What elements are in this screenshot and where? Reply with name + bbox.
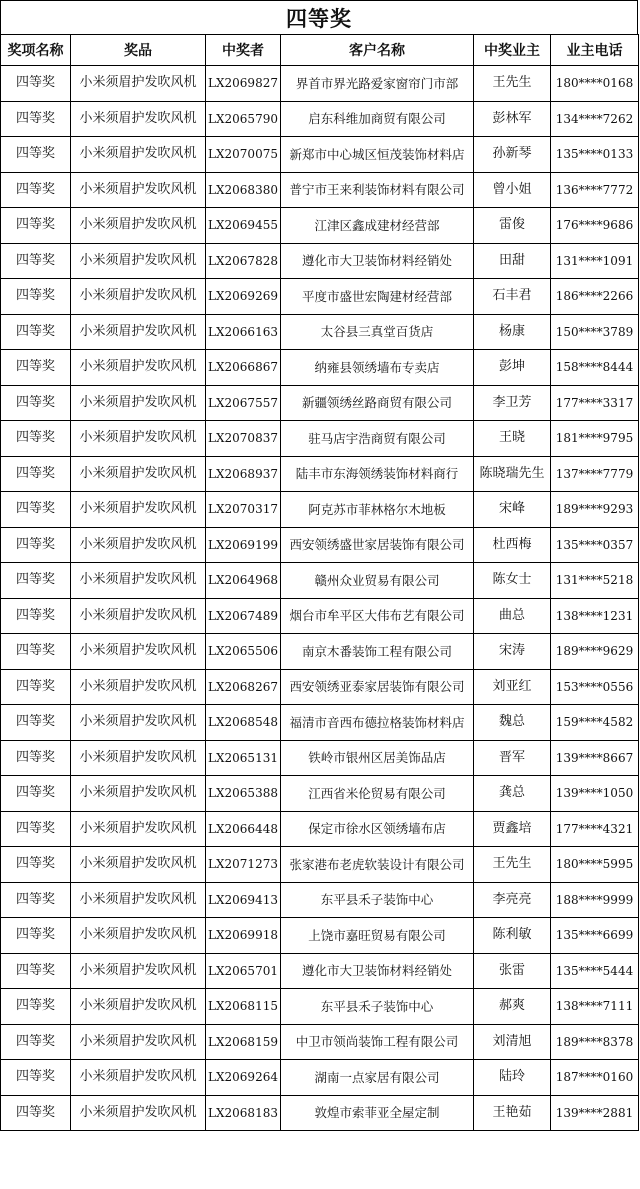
owner-phone-cell: 177****4321 xyxy=(551,811,639,847)
owner-phone-cell: 176****9686 xyxy=(551,208,639,244)
winner-code-cell: LX2067489 xyxy=(206,598,281,634)
table-body xyxy=(1,66,639,1131)
table-row xyxy=(1,350,639,386)
award-name-cell: 四等奖 xyxy=(1,563,71,599)
winner-code-cell: LX2068115 xyxy=(206,989,281,1025)
winner-code-cell: LX2065388 xyxy=(206,776,281,812)
winner-code-cell: LX2069827 xyxy=(206,66,281,102)
owner-phone-cell: 181****9795 xyxy=(551,421,639,457)
prize-cell: 小米须眉护发吹风机 xyxy=(71,705,206,741)
prize-cell: 小米须眉护发吹风机 xyxy=(71,740,206,776)
owner-name-cell: 彭林军 xyxy=(474,101,551,137)
winner-code-cell: LX2069269 xyxy=(206,279,281,315)
customer-name-cell: 东平县禾子装饰中心 xyxy=(281,989,474,1025)
table-row xyxy=(1,740,639,776)
prize-cell: 小米须眉护发吹风机 xyxy=(71,669,206,705)
prize-cell: 小米须眉护发吹风机 xyxy=(71,279,206,315)
customer-name-cell: 敦煌市索菲亚全屋定制 xyxy=(281,1095,474,1131)
table-row xyxy=(1,66,639,102)
owner-phone-cell: 150****3789 xyxy=(551,314,639,350)
owner-phone-cell: 135****6699 xyxy=(551,918,639,954)
award-name-cell: 四等奖 xyxy=(1,598,71,634)
award-name-cell: 四等奖 xyxy=(1,776,71,812)
prize-cell: 小米须眉护发吹风机 xyxy=(71,811,206,847)
customer-name-cell: 铁岭市银州区居美饰品店 xyxy=(281,740,474,776)
table-row xyxy=(1,1060,639,1096)
table-row xyxy=(1,598,639,634)
owner-name-cell: 彭坤 xyxy=(474,350,551,386)
customer-name-cell: 陆丰市东海领绣装饰材料商行 xyxy=(281,456,474,492)
customer-name-cell: 界首市界光路爱家窗帘门市部 xyxy=(281,66,474,102)
customer-name-cell: 赣州众业贸易有限公司 xyxy=(281,563,474,599)
prize-cell: 小米须眉护发吹风机 xyxy=(71,350,206,386)
award-name-cell: 四等奖 xyxy=(1,953,71,989)
customer-name-cell: 平度市盛世宏陶建材经营部 xyxy=(281,279,474,315)
table-row xyxy=(1,953,639,989)
owner-name-cell: 刘清旭 xyxy=(474,1024,551,1060)
owner-name-cell: 郝爽 xyxy=(474,989,551,1025)
owner-phone-cell: 138****1231 xyxy=(551,598,639,634)
owner-name-cell: 王艳茹 xyxy=(474,1095,551,1131)
winner-code-cell: LX2068267 xyxy=(206,669,281,705)
prize-cell: 小米须眉护发吹风机 xyxy=(71,66,206,102)
owner-name-cell: 宋涛 xyxy=(474,634,551,670)
award-name-cell: 四等奖 xyxy=(1,137,71,173)
customer-name-cell: 西安领绣亚泰家居装饰有限公司 xyxy=(281,669,474,705)
owner-name-cell: 宋峰 xyxy=(474,492,551,528)
award-name-cell: 四等奖 xyxy=(1,385,71,421)
winner-code-cell: LX2064968 xyxy=(206,563,281,599)
owner-name-cell: 石丰君 xyxy=(474,279,551,315)
table-row xyxy=(1,918,639,954)
owner-phone-cell: 135****0133 xyxy=(551,137,639,173)
owner-name-cell: 张雷 xyxy=(474,953,551,989)
prize-cell: 小米须眉护发吹风机 xyxy=(71,989,206,1025)
customer-name-cell: 新疆领绣丝路商贸有限公司 xyxy=(281,385,474,421)
owner-phone-cell: 135****0357 xyxy=(551,527,639,563)
owner-name-cell: 杨康 xyxy=(474,314,551,350)
table-row xyxy=(1,208,639,244)
owner-phone-cell: 137****7779 xyxy=(551,456,639,492)
table-row xyxy=(1,1024,639,1060)
award-name-cell: 四等奖 xyxy=(1,1060,71,1096)
table-row xyxy=(1,989,639,1025)
award-name-cell: 四等奖 xyxy=(1,1024,71,1060)
customer-name-cell: 福清市音西布德拉格装饰材料店 xyxy=(281,705,474,741)
prize-cell: 小米须眉护发吹风机 xyxy=(71,882,206,918)
winner-code-cell: LX2071273 xyxy=(206,847,281,883)
winner-code-cell: LX2066163 xyxy=(206,314,281,350)
table-row xyxy=(1,243,639,279)
prize-cell: 小米须眉护发吹风机 xyxy=(71,598,206,634)
prize-cell: 小米须眉护发吹风机 xyxy=(71,527,206,563)
winner-code-cell: LX2068380 xyxy=(206,172,281,208)
owner-phone-cell: 180****5995 xyxy=(551,847,639,883)
award-name-cell: 四等奖 xyxy=(1,527,71,563)
prize-cell: 小米须眉护发吹风机 xyxy=(71,456,206,492)
owner-name-cell: 魏总 xyxy=(474,705,551,741)
owner-name-cell: 孙新琴 xyxy=(474,137,551,173)
owner-phone-cell: 153****0556 xyxy=(551,669,639,705)
table-row xyxy=(1,634,639,670)
winner-code-cell: LX2065790 xyxy=(206,101,281,137)
award-name-cell: 四等奖 xyxy=(1,634,71,670)
table-row xyxy=(1,421,639,457)
table-header xyxy=(1,35,639,66)
customer-name-cell: 南京木番装饰工程有限公司 xyxy=(281,634,474,670)
owner-phone-cell: 139****1050 xyxy=(551,776,639,812)
owner-phone-cell: 159****4582 xyxy=(551,705,639,741)
owner-phone-cell: 135****5444 xyxy=(551,953,639,989)
award-name-cell: 四等奖 xyxy=(1,101,71,137)
award-name-cell: 四等奖 xyxy=(1,350,71,386)
prize-cell: 小米须眉护发吹风机 xyxy=(71,314,206,350)
table-row xyxy=(1,1095,639,1131)
winner-code-cell: LX2068159 xyxy=(206,1024,281,1060)
award-name-cell: 四等奖 xyxy=(1,314,71,350)
table-row xyxy=(1,811,639,847)
award-name-cell: 四等奖 xyxy=(1,705,71,741)
prize-cell: 小米须眉护发吹风机 xyxy=(71,953,206,989)
header-prize: 奖品 xyxy=(71,35,206,66)
award-name-cell: 四等奖 xyxy=(1,421,71,457)
owner-phone-cell: 136****7772 xyxy=(551,172,639,208)
winner-code-cell: LX2069455 xyxy=(206,208,281,244)
prize-cell: 小米须眉护发吹风机 xyxy=(71,776,206,812)
customer-name-cell: 中卫市领尚装饰工程有限公司 xyxy=(281,1024,474,1060)
owner-name-cell: 曾小姐 xyxy=(474,172,551,208)
header-award-name: 奖项名称 xyxy=(1,35,71,66)
owner-phone-cell: 189****9293 xyxy=(551,492,639,528)
customer-name-cell: 太谷县三真堂百货店 xyxy=(281,314,474,350)
prize-cell: 小米须眉护发吹风机 xyxy=(71,1095,206,1131)
owner-phone-cell: 180****0168 xyxy=(551,66,639,102)
winner-code-cell: LX2065131 xyxy=(206,740,281,776)
owner-phone-cell: 187****0160 xyxy=(551,1060,639,1096)
customer-name-cell: 保定市徐水区领绣墙布店 xyxy=(281,811,474,847)
winner-code-cell: LX2065506 xyxy=(206,634,281,670)
owner-phone-cell: 138****7111 xyxy=(551,989,639,1025)
winner-code-cell: LX2070075 xyxy=(206,137,281,173)
table-row xyxy=(1,527,639,563)
header-winner-code: 中奖者 xyxy=(206,35,281,66)
owner-name-cell: 李亮亮 xyxy=(474,882,551,918)
winner-code-cell: LX2068183 xyxy=(206,1095,281,1131)
table-row xyxy=(1,385,639,421)
customer-name-cell: 遵化市大卫装饰材料经销处 xyxy=(281,243,474,279)
prize-cell: 小米须眉护发吹风机 xyxy=(71,847,206,883)
customer-name-cell: 江津区鑫成建材经营部 xyxy=(281,208,474,244)
owner-phone-cell: 139****2881 xyxy=(551,1095,639,1131)
winner-code-cell: LX2069264 xyxy=(206,1060,281,1096)
prize-cell: 小米须眉护发吹风机 xyxy=(71,634,206,670)
winner-code-cell: LX2069413 xyxy=(206,882,281,918)
header-customer-name: 客户名称 xyxy=(281,35,474,66)
table-row xyxy=(1,882,639,918)
owner-name-cell: 王晓 xyxy=(474,421,551,457)
owner-name-cell: 田甜 xyxy=(474,243,551,279)
owner-phone-cell: 139****8667 xyxy=(551,740,639,776)
customer-name-cell: 湖南一点家居有限公司 xyxy=(281,1060,474,1096)
prize-cell: 小米须眉护发吹风机 xyxy=(71,492,206,528)
owner-name-cell: 陈女士 xyxy=(474,563,551,599)
prize-cell: 小米须眉护发吹风机 xyxy=(71,172,206,208)
award-name-cell: 四等奖 xyxy=(1,1095,71,1131)
owner-name-cell: 王先生 xyxy=(474,66,551,102)
prize-cell: 小米须眉护发吹风机 xyxy=(71,421,206,457)
owner-phone-cell: 188****9999 xyxy=(551,882,639,918)
table-row xyxy=(1,101,639,137)
winner-code-cell: LX2070837 xyxy=(206,421,281,457)
owner-name-cell: 龚总 xyxy=(474,776,551,812)
owner-phone-cell: 189****8378 xyxy=(551,1024,639,1060)
owner-name-cell: 晋军 xyxy=(474,740,551,776)
award-name-cell: 四等奖 xyxy=(1,740,71,776)
table-row xyxy=(1,705,639,741)
table-row xyxy=(1,492,639,528)
award-name-cell: 四等奖 xyxy=(1,811,71,847)
customer-name-cell: 上饶市嘉旺贸易有限公司 xyxy=(281,918,474,954)
owner-name-cell: 刘亚红 xyxy=(474,669,551,705)
winners-table xyxy=(0,34,639,1131)
table-row xyxy=(1,776,639,812)
customer-name-cell: 新郑市中心城区恒茂装饰材料店 xyxy=(281,137,474,173)
customer-name-cell: 阿克苏市菲林格尔木地板 xyxy=(281,492,474,528)
award-name-cell: 四等奖 xyxy=(1,66,71,102)
header-owner: 中奖业主 xyxy=(474,35,551,66)
customer-name-cell: 烟台市牟平区大伟布艺有限公司 xyxy=(281,598,474,634)
customer-name-cell: 普宁市王来利装饰材料有限公司 xyxy=(281,172,474,208)
table-row xyxy=(1,137,639,173)
owner-phone-cell: 134****7262 xyxy=(551,101,639,137)
award-name-cell: 四等奖 xyxy=(1,918,71,954)
prize-cell: 小米须眉护发吹风机 xyxy=(71,208,206,244)
award-name-cell: 四等奖 xyxy=(1,989,71,1025)
winner-code-cell: LX2066448 xyxy=(206,811,281,847)
award-name-cell: 四等奖 xyxy=(1,882,71,918)
table-row xyxy=(1,847,639,883)
table-row xyxy=(1,172,639,208)
sheet-title: 四等奖 xyxy=(0,0,638,34)
owner-phone-cell: 177****3317 xyxy=(551,385,639,421)
customer-name-cell: 东平县禾子装饰中心 xyxy=(281,882,474,918)
owner-name-cell: 雷俊 xyxy=(474,208,551,244)
owner-phone-cell: 189****9629 xyxy=(551,634,639,670)
table-row xyxy=(1,279,639,315)
owner-phone-cell: 158****8444 xyxy=(551,350,639,386)
winner-code-cell: LX2070317 xyxy=(206,492,281,528)
header-owner-phone: 业主电话 xyxy=(551,35,639,66)
prize-cell: 小米须眉护发吹风机 xyxy=(71,243,206,279)
prize-cell: 小米须眉护发吹风机 xyxy=(71,101,206,137)
winner-code-cell: LX2067828 xyxy=(206,243,281,279)
award-name-cell: 四等奖 xyxy=(1,456,71,492)
table-row xyxy=(1,314,639,350)
winner-code-cell: LX2068937 xyxy=(206,456,281,492)
owner-phone-cell: 131****1091 xyxy=(551,243,639,279)
award-name-cell: 四等奖 xyxy=(1,669,71,705)
award-name-cell: 四等奖 xyxy=(1,243,71,279)
winner-code-cell: LX2068548 xyxy=(206,705,281,741)
award-name-cell: 四等奖 xyxy=(1,279,71,315)
header-row xyxy=(1,35,639,66)
customer-name-cell: 启东科维加商贸有限公司 xyxy=(281,101,474,137)
winner-code-cell: LX2065701 xyxy=(206,953,281,989)
customer-name-cell: 西安领绣盛世家居装饰有限公司 xyxy=(281,527,474,563)
prize-cell: 小米须眉护发吹风机 xyxy=(71,1060,206,1096)
customer-name-cell: 江西省米伦贸易有限公司 xyxy=(281,776,474,812)
award-name-cell: 四等奖 xyxy=(1,208,71,244)
winner-code-cell: LX2069918 xyxy=(206,918,281,954)
prize-cell: 小米须眉护发吹风机 xyxy=(71,385,206,421)
prize-cell: 小米须眉护发吹风机 xyxy=(71,137,206,173)
prize-cell: 小米须眉护发吹风机 xyxy=(71,1024,206,1060)
winner-code-cell: LX2067557 xyxy=(206,385,281,421)
owner-name-cell: 杜西梅 xyxy=(474,527,551,563)
owner-name-cell: 贾鑫培 xyxy=(474,811,551,847)
customer-name-cell: 纳雍县领绣墙布专卖店 xyxy=(281,350,474,386)
owner-name-cell: 陈晓瑞先生 xyxy=(474,456,551,492)
owner-phone-cell: 186****2266 xyxy=(551,279,639,315)
table-row xyxy=(1,669,639,705)
owner-name-cell: 陆玲 xyxy=(474,1060,551,1096)
owner-name-cell: 陈利敏 xyxy=(474,918,551,954)
prize-cell: 小米须眉护发吹风机 xyxy=(71,563,206,599)
award-name-cell: 四等奖 xyxy=(1,172,71,208)
customer-name-cell: 遵化市大卫装饰材料经销处 xyxy=(281,953,474,989)
customer-name-cell: 张家港布老虎软装设计有限公司 xyxy=(281,847,474,883)
owner-phone-cell: 131****5218 xyxy=(551,563,639,599)
owner-name-cell: 李卫芳 xyxy=(474,385,551,421)
prize-cell: 小米须眉护发吹风机 xyxy=(71,918,206,954)
award-name-cell: 四等奖 xyxy=(1,847,71,883)
owner-name-cell: 王先生 xyxy=(474,847,551,883)
winner-code-cell: LX2066867 xyxy=(206,350,281,386)
award-name-cell: 四等奖 xyxy=(1,492,71,528)
table-row xyxy=(1,456,639,492)
table-row xyxy=(1,563,639,599)
winner-code-cell: LX2069199 xyxy=(206,527,281,563)
customer-name-cell: 驻马店宇浩商贸有限公司 xyxy=(281,421,474,457)
owner-name-cell: 曲总 xyxy=(474,598,551,634)
